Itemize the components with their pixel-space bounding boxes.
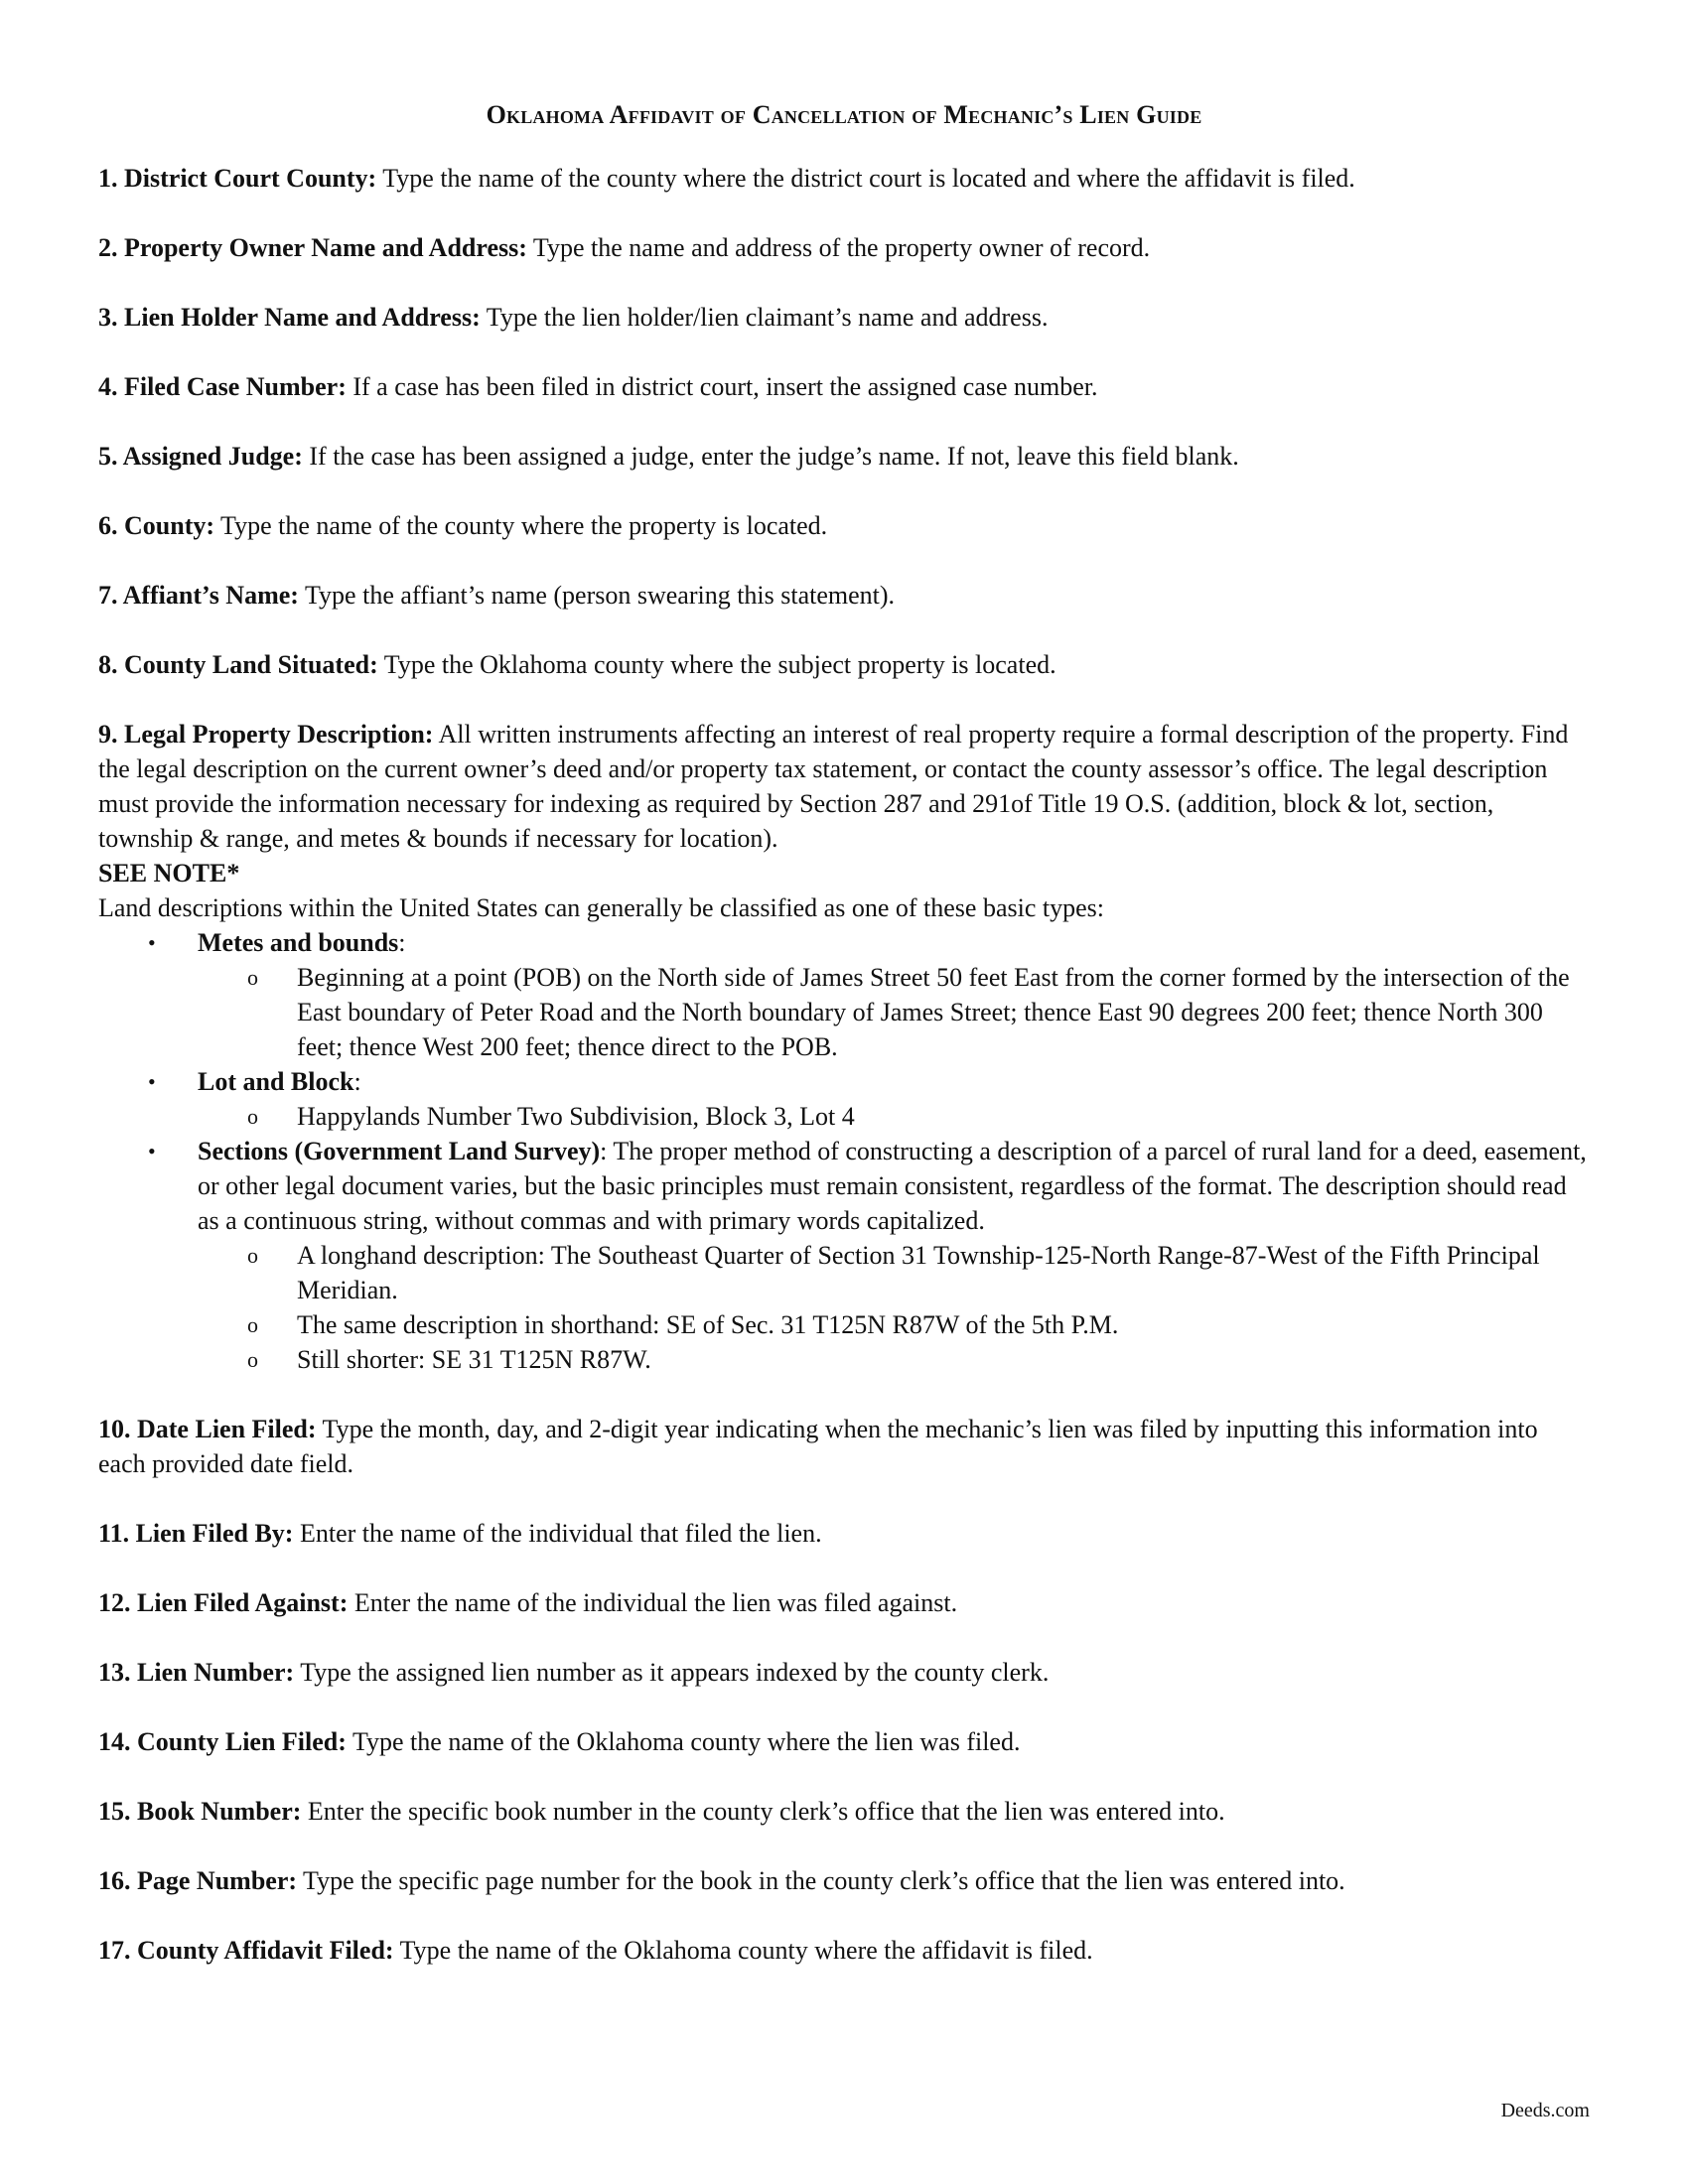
item-text: Enter the specific book number in the county clerk’s office that the lien was entered into.	[301, 1797, 1225, 1826]
guide-item-14	[98, 1724, 1590, 1759]
item-label: 10. Date Lien Filed:	[98, 1415, 317, 1443]
item-text: Type the Oklahoma county where the subject property is located.	[377, 650, 1056, 679]
guide-item-16	[98, 1863, 1590, 1898]
list-item	[198, 1238, 1590, 1307]
type-suffix: :	[353, 1067, 361, 1096]
guide-item-3	[98, 300, 1590, 335]
example-text: Happylands Number Two Subdivision, Block 3, Lot 4	[297, 1102, 855, 1131]
item-label: 15. Book Number:	[98, 1797, 302, 1826]
item-label: 5. Assigned Judge:	[98, 442, 303, 471]
type-label: Metes and bounds	[198, 928, 399, 957]
bullet-icon: •	[148, 1139, 156, 1163]
section9-note	[98, 856, 1590, 890]
list-item	[198, 1099, 1590, 1134]
guide-item-7	[98, 578, 1590, 613]
circle-bullet-icon: o	[247, 1243, 258, 1268]
guide-item-5	[98, 439, 1590, 474]
land-description-types	[98, 925, 1590, 1377]
document-page	[98, 97, 1590, 2002]
item-text: Type the name of the county where the property is located.	[214, 511, 828, 540]
item-label: 9. Legal Property Description:	[98, 720, 434, 749]
circle-bullet-icon: o	[247, 1347, 258, 1372]
bullet-icon: •	[148, 930, 156, 955]
item-text: Type the specific page number for the book in the county clerk’s office that the lien was entered into.	[297, 1866, 1345, 1895]
list-item	[198, 1307, 1590, 1342]
item-text: Type the name of the Oklahoma county where the lien was filed.	[346, 1727, 1021, 1756]
example-text: Still shorter: SE 31 T125N R87W.	[297, 1345, 651, 1374]
circle-bullet-icon: o	[247, 1312, 258, 1337]
item-label: 6. County:	[98, 511, 215, 540]
item-label: 1. District Court County:	[98, 164, 377, 193]
item-label: 4. Filed Case Number:	[98, 372, 347, 401]
circle-bullet-icon: o	[247, 1104, 258, 1129]
example-text: The same description in shorthand: SE of Sec. 31 T125N R87W of the 5th P.M.	[297, 1310, 1119, 1339]
item-text: Type the lien holder/lien claimant’s name and address.	[480, 303, 1049, 332]
item-label: 17. County Affidavit Filed:	[98, 1936, 394, 1965]
item-text: Type the assigned lien number as it appears indexed by the county clerk.	[294, 1658, 1050, 1687]
list-item	[198, 960, 1590, 1064]
guide-item-2	[98, 230, 1590, 265]
item-text: Type the name of the county where the district court is located and where the affidavit is filed.	[376, 164, 1355, 193]
guide-item-13	[98, 1655, 1590, 1690]
guide-item-15	[98, 1794, 1590, 1829]
guide-item-11	[98, 1516, 1590, 1551]
section9-intro: Land descriptions within the United States can generally be classified as one of these basic types:	[98, 893, 1104, 922]
example-list	[198, 960, 1590, 1064]
item-label: 13. Lien Number:	[98, 1658, 295, 1687]
item-label: 12. Lien Filed Against:	[98, 1588, 349, 1617]
item-text: If the case has been assigned a judge, enter the judge’s name. If not, leave this field blank.	[302, 442, 1239, 471]
item-text: Type the affiant’s name (person swearing this statement).	[298, 581, 896, 610]
page-title: Oklahoma Affidavit of Cancellation of Mechanic’s Lien Guide	[486, 100, 1202, 129]
type-label: Lot and Block	[198, 1067, 354, 1096]
example-text: A longhand description: The Southeast Quarter of Section 31 Township-125-North Range-87-West of the Fifth Principal Meridian.	[297, 1241, 1540, 1304]
type-suffix: :	[398, 928, 406, 957]
circle-bullet-icon: o	[247, 965, 258, 990]
example-list	[198, 1099, 1590, 1134]
item-label: 7. Affiant’s Name:	[98, 581, 299, 610]
list-item	[98, 1064, 1590, 1134]
guide-item-8	[98, 647, 1590, 682]
guide-item-12	[98, 1585, 1590, 1620]
item-text: Type the month, day, and 2-digit year indicating when the mechanic’s lien was filed by inputting this information into each provided date field.	[98, 1415, 1538, 1478]
item-text: Type the name and address of the property owner of record.	[526, 233, 1151, 262]
item-text: If a case has been filed in district court, insert the assigned case number.	[346, 372, 1098, 401]
item-text: Enter the name of the individual that filed the lien.	[293, 1519, 822, 1548]
item-text: Type the name of the Oklahoma county where the affidavit is filed.	[393, 1936, 1093, 1965]
item-text: Enter the name of the individual the lien was filed against.	[348, 1588, 958, 1617]
type-label: Sections (Government Land Survey)	[198, 1137, 601, 1165]
item-label: 8. County Land Situated:	[98, 650, 378, 679]
section9-paragraph	[98, 717, 1590, 856]
item-label: 3. Lien Holder Name and Address:	[98, 303, 481, 332]
item-text: All written instruments affecting an interest of real property require a formal description of the property. Find the legal description on the current owner’s deed and/or property tax statement, or contact the county assessor’s office. The legal description must provide the information necessary for indexing as required by Section 287 and 291of Title 19 O.S. (addition, block & lot, section, township & range, and metes & bounds if necessary for location).	[98, 720, 1569, 853]
bullet-icon: •	[148, 1069, 156, 1094]
item-label: 14. County Lien Filed:	[98, 1727, 347, 1756]
see-note-label: SEE NOTE*	[98, 859, 240, 887]
list-item	[198, 1342, 1590, 1377]
guide-item-1	[98, 161, 1590, 196]
list-item	[98, 925, 1590, 1064]
guide-item-10	[98, 1412, 1590, 1481]
footer-brand: Deeds.com	[1500, 2100, 1590, 2121]
item-label: 2. Property Owner Name and Address:	[98, 233, 527, 262]
type-suffix: : The proper method of constructing a description of a parcel of rural land for a deed, easement, or other legal document varies, but the basic principles must remain consistent, regardless of the format. The description should read as a continuous string, without commas and with primary words capitalized.	[198, 1137, 1587, 1235]
guide-item-9-legal-description	[98, 717, 1590, 1377]
item-label: 16. Page Number:	[98, 1866, 298, 1895]
example-list	[198, 1238, 1590, 1377]
item-label: 11. Lien Filed By:	[98, 1519, 294, 1548]
guide-item-17	[98, 1933, 1590, 1968]
example-text: Beginning at a point (POB) on the North side of James Street 50 feet East from the corner formed by the intersection of the East boundary of Peter Road and the North boundary of James Street; thence East 90 degrees 200 feet; thence North 300 feet; thence West 200 feet; thence direct to the POB.	[297, 963, 1570, 1061]
guide-item-6	[98, 508, 1590, 543]
guide-item-4	[98, 369, 1590, 404]
list-item	[98, 1134, 1590, 1377]
